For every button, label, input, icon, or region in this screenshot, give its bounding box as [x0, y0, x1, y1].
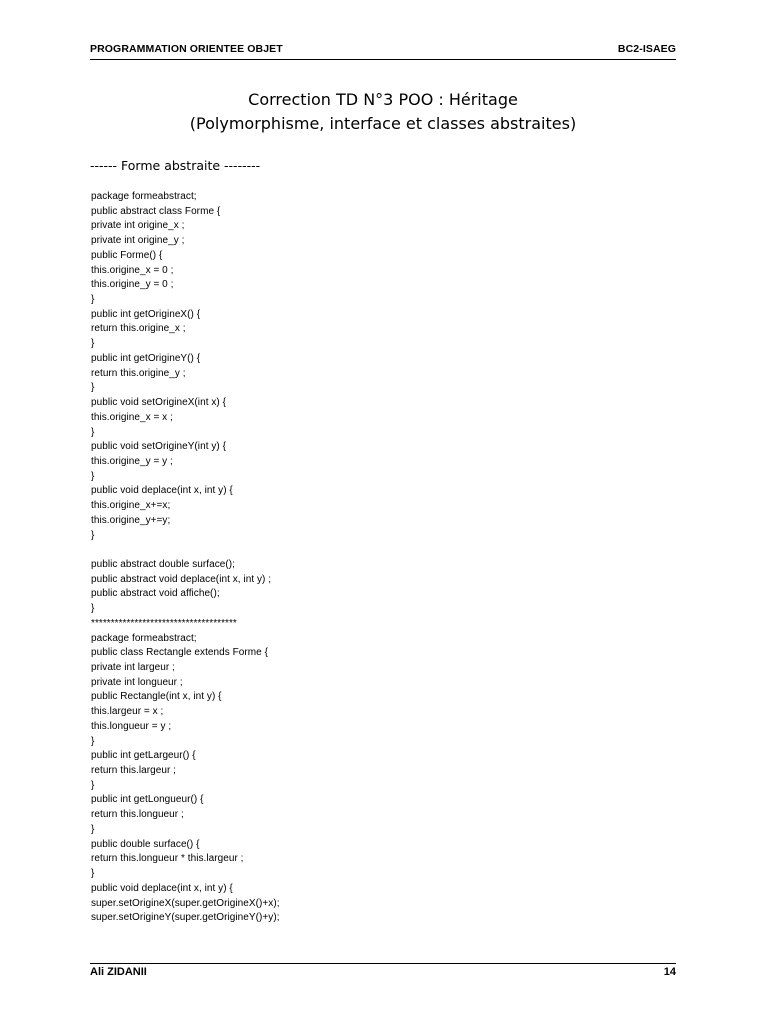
code-line: this.origine_x = x ; [91, 411, 173, 423]
course-title: PROGRAMMATION ORIENTEE OBJET [90, 43, 283, 55]
code-line: package formeabstract; [91, 632, 197, 644]
code-line: public Forme() { [91, 249, 163, 261]
code-line: public abstract void affiche(); [91, 588, 220, 600]
section-heading: ------ Forme abstraite -------- [90, 158, 261, 173]
code-line: } [91, 382, 95, 394]
code-line [91, 543, 677, 558]
code-line: public double surface() { [91, 838, 200, 850]
code-line: } [91, 735, 95, 747]
code-line: public void deplace(int x, int y) { [91, 882, 233, 894]
code-line: } [91, 779, 95, 791]
code-line: this.origine_y = 0 ; [91, 279, 174, 291]
code-line: } [91, 868, 95, 880]
class-code: BC2-ISAEG [617, 43, 676, 55]
code-line: public Rectangle(int x, int y) { [91, 691, 222, 703]
code-line: } [91, 338, 95, 350]
code-line: ************************************* [91, 617, 237, 629]
code-line: public void setOrigineX(int x) { [91, 397, 226, 409]
page-number: 14 [663, 966, 676, 978]
code-line: super.setOrigineY(super.getOrigineY()+y); [91, 912, 280, 924]
code-line: return this.origine_y ; [91, 367, 186, 379]
code-line: this.longueur = y ; [91, 720, 172, 732]
code-line: public int getOrigineY() { [91, 352, 201, 364]
code-line: package formeabstract; [91, 191, 197, 202]
code-line: } [91, 426, 95, 438]
code-line: super.setOrigineX(super.getOrigineX()+x); [91, 897, 280, 909]
code-line: } [91, 294, 95, 306]
code-line: private int longueur ; [91, 676, 183, 688]
page-header [90, 43, 676, 59]
code-line: public abstract double surface(); [91, 558, 235, 570]
code-line: public abstract class Forme { [91, 205, 221, 217]
code-line: this.origine_y+=y; [91, 514, 171, 526]
title-line-2: (Polymorphisme, interface et classes abstraites) [189, 114, 577, 133]
code-line: this.origine_x = 0 ; [91, 264, 174, 276]
code-line: public abstract void deplace(int x, int y) ; [91, 573, 272, 585]
code-line: this.origine_y = y ; [91, 455, 173, 467]
code-line: public int getOrigineX() { [91, 308, 201, 320]
code-line: public int getLongueur() { [91, 794, 204, 806]
page-footer [90, 966, 676, 982]
code-line: private int origine_y ; [91, 235, 185, 247]
header-divider [90, 59, 676, 60]
code-line: private int origine_x ; [91, 220, 185, 232]
code-line: public class Rectangle extends Forme { [91, 647, 268, 659]
document-title [90, 88, 676, 136]
code-line: return this.largeur ; [91, 765, 176, 777]
code-line: public void deplace(int x, int y) { [91, 485, 233, 497]
code-line: public void setOrigineY(int y) { [91, 441, 226, 453]
code-line: public int getLargeur() { [91, 750, 196, 762]
code-line: return this.longueur * this.largeur ; [91, 853, 244, 865]
code-line: this.largeur = x ; [91, 706, 164, 718]
code-line: } [91, 823, 95, 835]
code-line: return this.origine_x ; [91, 323, 186, 335]
code-line: return this.longueur ; [91, 809, 184, 821]
code-line: private int largeur ; [91, 662, 175, 673]
code-line: this.origine_x+=x; [91, 500, 171, 512]
code-line: } [91, 529, 95, 541]
code-line: } [91, 470, 95, 482]
author-name: Ali ZIDANII [90, 966, 147, 978]
title-line-1: Correction TD N°3 POO : Héritage [248, 90, 518, 109]
footer-divider [90, 963, 676, 964]
code-line: } [91, 603, 95, 615]
code-listing [91, 190, 677, 926]
